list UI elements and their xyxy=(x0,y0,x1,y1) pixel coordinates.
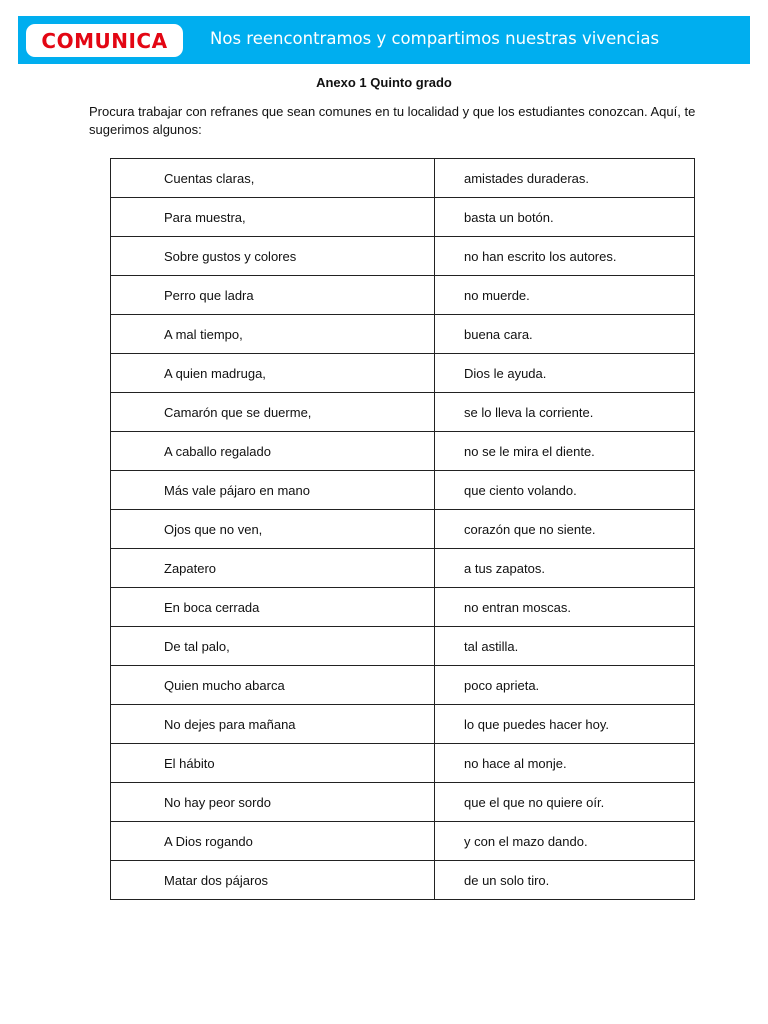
table-row xyxy=(111,822,695,861)
proverb-end: no han escrito los autores. xyxy=(435,237,695,276)
proverb-start: A mal tiempo, xyxy=(111,315,435,354)
document-title: Anexo 1 Quinto grado xyxy=(316,75,452,90)
table-row xyxy=(111,276,695,315)
proverb-start: No hay peor sordo xyxy=(111,783,435,822)
proverb-start: En boca cerrada xyxy=(111,588,435,627)
brand-logo xyxy=(26,24,183,57)
proverb-end: se lo lleva la corriente. xyxy=(435,393,695,432)
proverb-end: no muerde. xyxy=(435,276,695,315)
proverb-end: no hace al monje. xyxy=(435,744,695,783)
proverb-end: que ciento volando. xyxy=(435,471,695,510)
proverbs-table xyxy=(110,158,695,900)
proverb-start: Más vale pájaro en mano xyxy=(111,471,435,510)
proverb-start: Sobre gustos y colores xyxy=(111,237,435,276)
proverb-end: Dios le ayuda. xyxy=(435,354,695,393)
table-row xyxy=(111,744,695,783)
table-row xyxy=(111,861,695,900)
proverb-start: De tal palo, xyxy=(111,627,435,666)
header-banner xyxy=(18,16,750,64)
table-row xyxy=(111,549,695,588)
proverb-end: que el que no quiere oír. xyxy=(435,783,695,822)
proverb-start: Ojos que no ven, xyxy=(111,510,435,549)
brand-text: COMUNICA xyxy=(41,28,168,53)
table-row xyxy=(111,237,695,276)
table-row xyxy=(111,666,695,705)
proverb-start: Matar dos pájaros xyxy=(111,861,435,900)
proverb-start: A quien madruga, xyxy=(111,354,435,393)
intro-paragraph: Procura trabajar con refranes que sean comunes en tu localidad y que los estudiantes conozcan. Aquí, te sugerimos algunos: xyxy=(89,104,696,137)
table-row xyxy=(111,432,695,471)
table-row xyxy=(111,783,695,822)
banner-title: Nos reencontramos y compartimos nuestras vivencias xyxy=(210,29,660,48)
proverb-end: no se le mira el diente. xyxy=(435,432,695,471)
proverbs-table-body xyxy=(111,159,695,900)
proverb-end: y con el mazo dando. xyxy=(435,822,695,861)
proverb-end: amistades duraderas. xyxy=(435,159,695,198)
table-row xyxy=(111,588,695,627)
table-row xyxy=(111,354,695,393)
table-row xyxy=(111,705,695,744)
table-row xyxy=(111,510,695,549)
table-row xyxy=(111,159,695,198)
table-row xyxy=(111,471,695,510)
table-row xyxy=(111,315,695,354)
proverb-end: buena cara. xyxy=(435,315,695,354)
proverb-start: Para muestra, xyxy=(111,198,435,237)
table-row xyxy=(111,198,695,237)
proverb-start: A caballo regalado xyxy=(111,432,435,471)
table-row xyxy=(111,627,695,666)
proverb-start: Zapatero xyxy=(111,549,435,588)
proverb-start: Cuentas claras, xyxy=(111,159,435,198)
proverb-end: basta un botón. xyxy=(435,198,695,237)
proverb-end: lo que puedes hacer hoy. xyxy=(435,705,695,744)
proverb-end: corazón que no siente. xyxy=(435,510,695,549)
table-row xyxy=(111,393,695,432)
proverb-end: de un solo tiro. xyxy=(435,861,695,900)
proverb-end: tal astilla. xyxy=(435,627,695,666)
proverb-start: A Dios rogando xyxy=(111,822,435,861)
proverb-end: poco aprieta. xyxy=(435,666,695,705)
proverb-start: El hábito xyxy=(111,744,435,783)
proverb-end: a tus zapatos. xyxy=(435,549,695,588)
proverb-end: no entran moscas. xyxy=(435,588,695,627)
proverb-start: Camarón que se duerme, xyxy=(111,393,435,432)
proverb-start: Perro que ladra xyxy=(111,276,435,315)
proverb-start: No dejes para mañana xyxy=(111,705,435,744)
proverb-start: Quien mucho abarca xyxy=(111,666,435,705)
